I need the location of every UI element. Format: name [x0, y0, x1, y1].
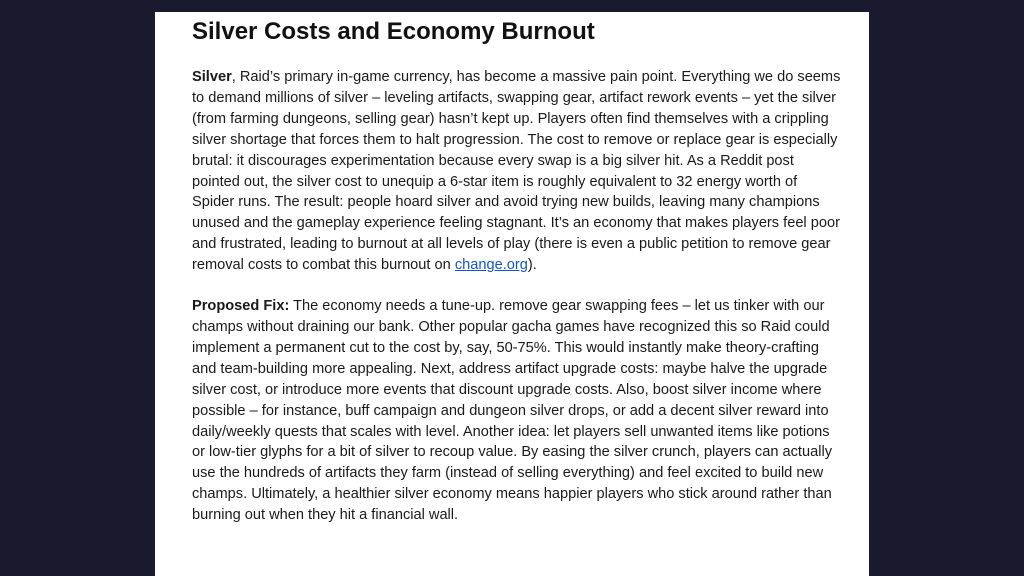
- change-org-link[interactable]: change.org: [454, 257, 528, 274]
- document-title: Silver Costs and Economy Burnout: [192, 18, 595, 45]
- paragraph-lead-silver: Silver: [192, 69, 232, 85]
- paragraph-silver: [192, 67, 841, 276]
- document-page: [155, 12, 869, 576]
- paragraph-silver-tail: ).: [527, 257, 537, 274]
- paragraph-silver-body: , Raid’s primary in-game currency, has become a massive pain point. Everything we do seems to demand millions of silver – leveling artifacts, swapping gear, artifact rework events – yet the silver (from farming dungeons, selling gear) hasn’t kept up. Players often find themselves with a crippling silver shortage that forces them to halt progression. The cost to remove or replace gear is especially brutal: it discourages experimentation because every swap is a big silver hit. As a Reddit post pointed out, the silver cost to unequip a 6-star item is roughly equivalent to 32 energy worth of Spider runs. The result: people hoard silver and avoid trying new builds, leaving many champions unused and the gameplay experience feeling stagnant. It’s an economy that makes players feel poor and frustrated, leading to burnout at all levels of play (there is even a public petition to remove gear removal costs to combat this burnout on: [192, 69, 841, 274]
- paragraph-proposed-fix: [192, 296, 841, 526]
- paragraph-lead-proposed-fix: Proposed Fix:: [192, 298, 290, 315]
- paragraph-proposed-fix-body: The economy needs a tune-up. remove gear swapping fees – let us tinker with our champs without draining our bank. Other popular gacha games have recognized this so Raid could implement a permanent cut to the cost by, say, 50-75%. This would instantly make theory-crafting and team-building more appealing. Next, address artifact upgrade costs: maybe halve the upgrade silver cost, or introduce more events that discount upgrade costs. Also, boost silver income where possible – for instance, buff campaign and dungeon silver drops, or add a decent silver reward into daily/weekly quests that scales with level. Another idea: let players sell unwanted items like potions or low-tier glyphs for a bit of silver to recoup value. By easing the silver crunch, players can actually use the hundreds of artifacts they farm (instead of selling everything) and feel excited to build new champs. Ultimately, a healthier silver economy means happier players who stick around rather than burning out when they hit a financial wall.: [192, 298, 832, 524]
